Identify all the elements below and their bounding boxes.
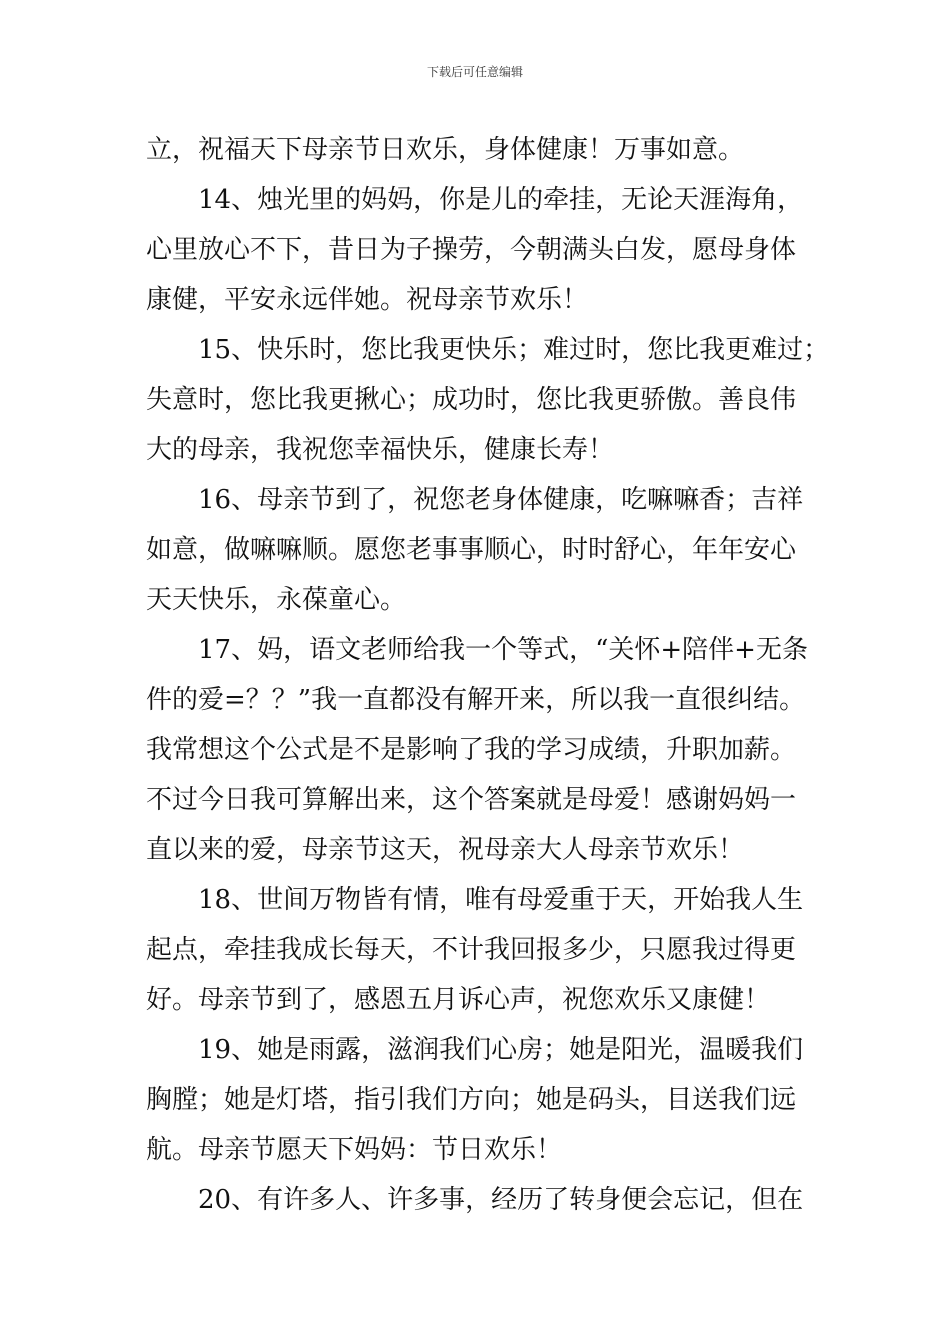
text-line: 19、她是雨露，滋润我们心房；她是阳光，温暖我们 bbox=[198, 1035, 804, 1065]
text-line: 胸膛；她是灯塔，指引我们方向；她是码头，目送我们远 bbox=[146, 1085, 797, 1115]
paragraph-item-17 bbox=[146, 625, 814, 875]
text-line: 件的爱=？？”我一直都没有解开来，所以我一直很纠结。 bbox=[146, 685, 806, 715]
page-header: 下载后可任意编辑 bbox=[426, 65, 523, 79]
paragraph bbox=[146, 125, 814, 175]
text-line: 起点，牵挂我成长每天，不计我回报多少，只愿我过得更 bbox=[146, 935, 797, 965]
text-line: 失意时，您比我更揪心；成功时，您比我更骄傲。善良伟 bbox=[146, 385, 797, 415]
paragraph-item-20 bbox=[146, 1175, 814, 1225]
text-line: 我常想这个公式是不是影响了我的学习成绩，升职加薪。 bbox=[146, 735, 797, 765]
paragraph-item-15 bbox=[146, 325, 830, 475]
paragraph-item-19 bbox=[146, 1025, 814, 1175]
text-line: 16、母亲节到了，祝您老身体健康，吃嘛嘛香；吉祥 bbox=[198, 485, 804, 515]
text-line: 17、妈，语文老师给我一个等式，“关怀+陪伴+无条 bbox=[198, 635, 808, 665]
text-line: 航。母亲节愿天下妈妈：节日欢乐！ bbox=[146, 1135, 563, 1165]
text-line: 康健，平安永远伴她。祝母亲节欢乐！ bbox=[146, 285, 589, 315]
paragraph-item-14 bbox=[146, 175, 814, 325]
text-line: 如意，做嘛嘛顺。愿您老事事顺心，时时舒心，年年安心 bbox=[146, 535, 797, 565]
document-body bbox=[146, 125, 830, 1225]
text-line: 14、烛光里的妈妈，你是儿的牵挂，无论天涯海角， bbox=[198, 185, 804, 215]
paragraph-item-16 bbox=[146, 475, 814, 625]
text-line: 18、世间万物皆有情，唯有母爱重于天，开始我人生 bbox=[198, 885, 804, 915]
text-line: 好。母亲节到了，感恩五月诉心声，祝您欢乐又康健！ bbox=[146, 985, 771, 1015]
text-line: 不过今日我可算解出来，这个答案就是母爱！感谢妈妈一 bbox=[146, 785, 797, 815]
text-line: 15、快乐时，您比我更快乐；难过时，您比我更难过； bbox=[198, 335, 830, 365]
text-line: 立，祝福天下母亲节日欢乐，身体健康！万事如意。 bbox=[146, 135, 745, 165]
text-line: 大的母亲，我祝您幸福快乐，健康长寿！ bbox=[146, 435, 615, 465]
text-line: 20、有许多人、许多事，经历了转身便会忘记，但在 bbox=[198, 1185, 804, 1215]
text-line: 天天快乐，永葆童心。 bbox=[146, 585, 407, 615]
text-line: 直以来的爱，母亲节这天，祝母亲大人母亲节欢乐！ bbox=[146, 835, 745, 865]
paragraph-item-18 bbox=[146, 875, 814, 1025]
text-line: 心里放心不下，昔日为子操劳，今朝满头白发，愿母身体 bbox=[146, 235, 797, 265]
